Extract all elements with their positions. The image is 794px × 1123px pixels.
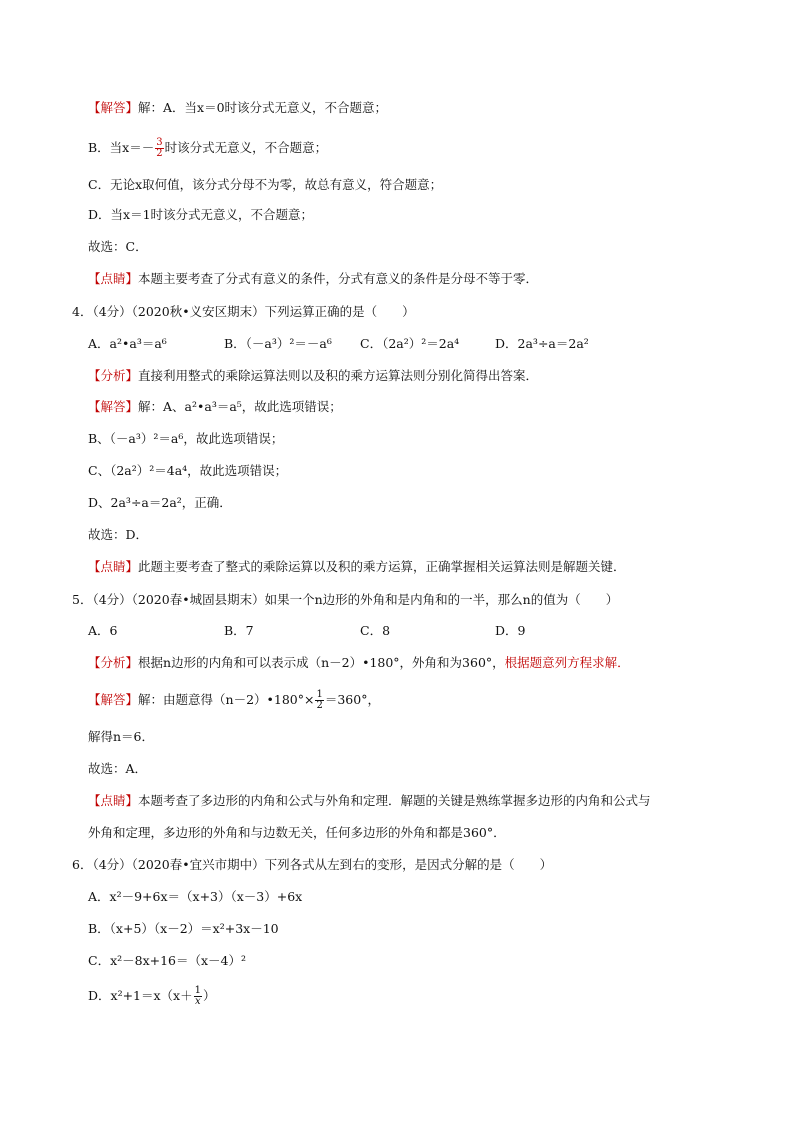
answer-text: ＝360°， [324,692,380,707]
q5-conclusion: 故选：A． [88,761,148,776]
analysis-text-red: 根据题意列方程求解． [504,655,630,670]
answer-text: 解：由题意得（n－2）•180°× [138,692,315,707]
analysis-tag: 【分析】 [88,368,139,383]
q3-answer-d: D．当x＝1时该分式无意义，不合题意； [88,207,314,222]
q4-answer-a [88,398,342,416]
analysis-tag: 【分析】 [88,655,139,670]
q6-option-a: A．x²－9+6x＝（x+3）（x－3）+6x [88,889,303,904]
q6-option-c: C．x²－8x+16＝（x－4）² [88,953,247,968]
comment-tag: 【点睛】 [88,793,139,808]
fraction: $\frac{3}{2}$ [156,137,163,159]
comment-text: 本题考查了多边形的内角和公式与外角和定理．解题的关键是熟练掌握多边形的内角和公式与 [138,793,651,808]
q5-solution: 解得n＝6． [88,729,155,744]
q4-answer-c: C、（2a²）²＝4a⁴，故此选项错误； [88,463,288,478]
comment-tag: 【点睛】 [88,271,139,286]
q4-options [88,335,589,353]
comment-text: 此题主要考查了整式的乘除运算以及积的乘方运算，正确掌握相关运算法则是解题关键． [138,559,626,574]
q5-stem: 5．（4分）（2020春•城固县期末）如果一个n边形的外角和是内角和的一半，那么n的值为（ ） [72,592,619,607]
q3-conclusion: 故选：C． [88,239,148,254]
option-d: D．9 [495,623,526,638]
q4-answer-b: B、（－a³）²＝a⁶，故此选项错误； [88,431,284,446]
fraction: $\frac{1}{x}$ [194,985,201,1007]
answer-text: 时该分式无意义，不合题意； [164,140,328,155]
option-a: A．6 [88,623,118,638]
answer-tag: 【解答】 [88,100,139,115]
q6-stem: 6．（4分）（2020春•宜兴市期中）下列各式从左到右的变形，是因式分解的是（ ） [72,857,553,872]
option-d: D．2a³÷a＝2a² [495,336,589,351]
q4-analysis [88,367,538,385]
q5-options [88,622,525,640]
q6-option-d [88,986,216,1007]
q4-stem: 4．（4分）（2020秋•义安区期末）下列运算正确的是（ ） [72,304,415,319]
answer-text: B．当x＝－ [88,140,155,155]
q5-analysis [88,654,630,672]
option-text: ） [202,988,216,1003]
analysis-text: 根据n边形的内角和可以表示成（n－2）•180°，外角和为360°， [138,655,505,670]
answer-text: 解：A．当x＝0时该分式无意义，不合题意； [138,100,388,115]
option-c: C．（2a²）²＝2a⁴ [360,336,460,351]
option-a: A．a²•a³＝a⁶ [88,336,167,351]
analysis-text: 直接利用整式的乘除运算法则以及积的乘方运算法则分别化简得出答案． [138,368,539,383]
q3-answer-c: C．无论x取何值，该分式分母不为零，故总有意义，符合题意； [88,177,443,192]
q5-comment [88,792,651,810]
option-text: D．x²+1＝x（x＋ [88,988,193,1003]
q5-answer [88,690,380,711]
q5-comment-cont: 外角和定理，多边形的外角和与边数无关，任何多边形的外角和都是360°． [88,825,506,840]
q3-answer-a [88,99,387,117]
q3-answer-b [88,138,327,159]
q4-comment [88,558,626,576]
answer-tag: 【解答】 [88,692,139,707]
comment-tag: 【点睛】 [88,559,139,574]
answer-text: 解：A、a²•a³＝a⁵，故此选项错误； [138,399,342,414]
q6-option-b: B．（x+5）（x－2）＝x²+3x－10 [88,921,279,936]
option-b: B．（－a³）²＝－a⁶ [224,336,332,351]
q4-answer-d: D、2a³÷a＝2a²，正确． [88,495,232,510]
q4-conclusion: 故选：D． [88,527,149,542]
answer-tag: 【解答】 [88,399,139,414]
comment-text: 本题主要考查了分式有意义的条件，分式有意义的条件是分母不等于零． [138,271,539,286]
option-b: B．7 [224,623,254,638]
option-c: C．8 [360,623,391,638]
fraction: $\frac{1}{2}$ [316,689,323,711]
q3-comment [88,270,538,288]
